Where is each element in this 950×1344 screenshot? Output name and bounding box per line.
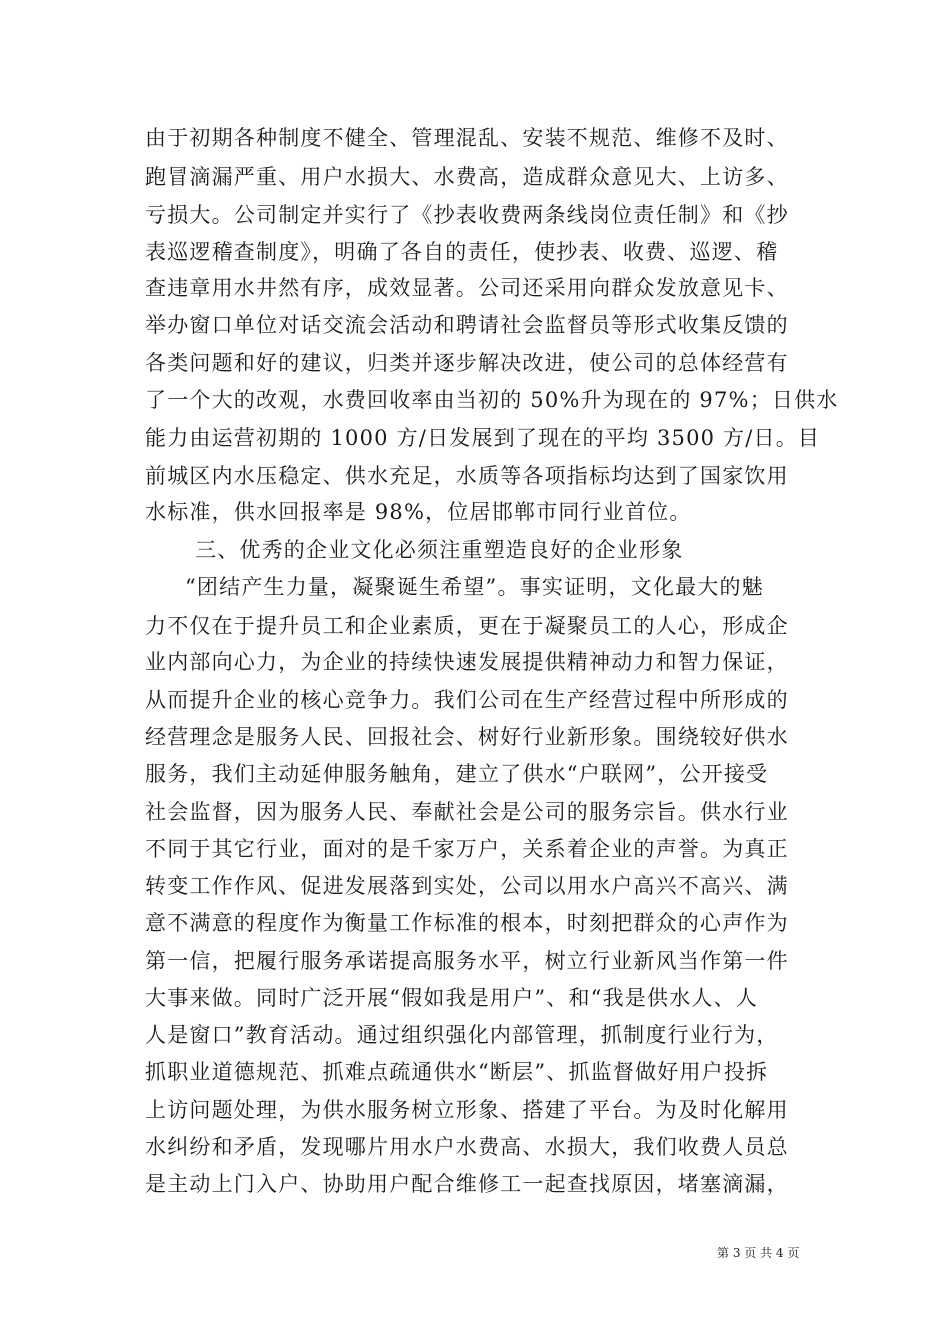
text-line: 了一个大的改观，水费回收率由当初的 50%升为现在的 97%；日供水 bbox=[145, 388, 839, 412]
section-heading: 三、优秀的企业文化必须注重塑造良好的企业形象 bbox=[195, 538, 684, 562]
text-line: 服务，我们主动延伸服务触角，建立了供水“户联网”，公开接受 bbox=[145, 762, 769, 786]
text-line: 亏损大。公司制定并实行了《抄表收费两条线岗位责任制》和《抄 bbox=[145, 203, 789, 227]
text-line: 不同于其它行业，面对的是千家万户，关系着企业的声誉。为真正 bbox=[145, 837, 789, 861]
text-line: 力不仅在于提升员工和企业素质，更在于凝聚员工的人心，形成企 bbox=[145, 614, 789, 638]
text-line: 人是窗口”教育活动。通过组织强化内部管理，抓制度行业行为， bbox=[145, 1023, 779, 1047]
page-number: 第 3 页 共 4 页 bbox=[717, 1246, 800, 1260]
text-line: 社会监督，因为服务人民、奉献社会是公司的服务宗旨。供水行业 bbox=[145, 800, 789, 824]
text-line: 第一信，把履行服务承诺提高服务水平，树立行业新风当作第一件 bbox=[145, 949, 789, 973]
text-line: 前城区内水压稳定、供水充足，水质等各项指标均达到了国家饮用 bbox=[145, 464, 789, 488]
text-line: 上访问题处理，为供水服务树立形象、搭建了平台。为及时化解用 bbox=[145, 1098, 789, 1122]
text-line: 举办窗口单位对话交流会活动和聘请社会监督员等形式收集反馈的 bbox=[145, 313, 789, 337]
text-line: 业内部向心力，为企业的持续快速发展提供精神动力和智力保证， bbox=[145, 650, 789, 674]
text-line: 转变工作作风、促进发展落到实处，公司以用水户高兴不高兴、满 bbox=[145, 874, 789, 898]
text-line: 能力由运营初期的 1000 方/日发展到了现在的平均 3500 方/日。目 bbox=[145, 426, 821, 450]
text-line: 从而提升企业的核心竞争力。我们公司在生产经营过程中所形成的 bbox=[145, 688, 789, 712]
text-line: 意不满意的程度作为衡量工作标准的根本，时刻把群众的心声作为 bbox=[145, 911, 789, 935]
text-line: 抓职业道德规范、抓难点疏通供水“断层”、抓监督做好用户投拆 bbox=[145, 1060, 769, 1084]
text-line: 水纠纷和矛盾，发现哪片用水户水费高、水损大，我们收费人员总 bbox=[145, 1135, 789, 1159]
text-line: 跑冒滴漏严重、用户水损大、水费高，造成群众意见大、上访多、 bbox=[145, 165, 789, 189]
text-line: 大事来做。同时广泛开展“假如我是用户”、和“我是供水人、人 bbox=[145, 986, 759, 1010]
text-line: “团结产生力量，凝聚诞生希望”。事实证明，文化最大的魅 bbox=[185, 575, 764, 599]
text-line: 是主动上门入户、协助用户配合维修工一起查找原因，堵塞滴漏， bbox=[145, 1172, 789, 1196]
text-line: 经营理念是服务人民、回报社会、树好行业新形象。围绕较好供水 bbox=[145, 725, 789, 749]
text-line: 水标准，供水回报率是 98%，位居邯郸市同行业首位。 bbox=[145, 500, 692, 524]
text-line: 查违章用水井然有序，成效显著。公司还采用向群众发放意见卡、 bbox=[145, 276, 789, 300]
text-line: 各类问题和好的建议，归类并逐步解决改进，使公司的总体经营有 bbox=[145, 351, 789, 375]
text-line: 表巡逻稽查制度》，明确了各自的责任，使抄表、收费、巡逻、稽 bbox=[145, 240, 779, 264]
text-line: 由于初期各种制度不健全、管理混乱、安装不规范、维修不及时、 bbox=[145, 126, 789, 150]
